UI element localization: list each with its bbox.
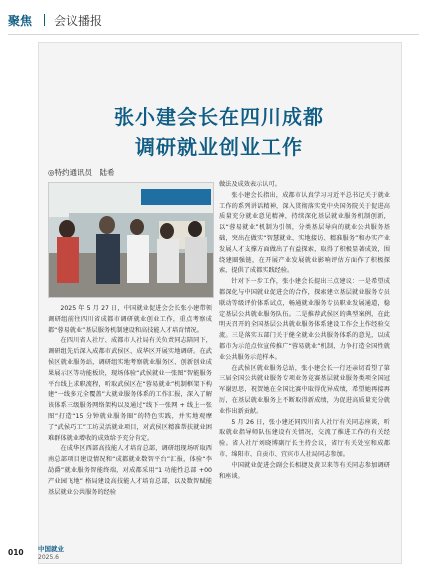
page-number: 010	[8, 548, 24, 557]
paragraph: 在四川省人社厅、成都市人社局有关负责同志陪同下，调研组先后深入成都市武侯区、成华区开展实地调研。在武侯区就业服务站，调研组实地考察就业服务区、创新创业成果展示区等功能板块，现场体验“武侯就业一张图”智能服务平台线上求职流程，听取武侯区在“蓉易就业”机制框架下构建“一线多元全覆盖”大就业服务体系的工作汇报，深入了解该体系三级服务网络架构以及通过“线下一张网 + 线上一张图”打造“15 分钟就业服务圈”的特色实践，并实地观摩了“武侯巧工”工坊灵活就业项目，对武侯区精准帮扶就业困难群体就业增收的成效给予充分肯定。	[48, 337, 212, 442]
issue-number: 2025.6	[38, 554, 59, 561]
reporter-byline: ◎特约通讯员 陆希	[48, 168, 115, 177]
section-name: 会议播报	[54, 14, 103, 28]
paragraph: 针对下一步工作，张小建会长提出三点建议：一是希望成都深化与中国就业促进会的合作，探索建立基层就业服务专员联动等级评价体系试点，畅通就业服务专员职业发展通道，稳定基层公共就业服务队伍。二是推荐武侯区的典型案例，在此明天召开的全国基层公共就业服务体系建设工作会上作经验交流。三是落实五部门关于健全就业公共服务体系的意见，以成都市为示范点位宣传推广“蓉易就业”机制，力争打造全国性就业公共服务示范样本。	[219, 278, 390, 361]
paragraph: 在武侯区就业服务总站，张小建会长一行还亲切看望了第三届全国公共就业服务专项业务竞赛基层就业服务类项全国冠军谢思思，祝贺她在全国比赛中取得优异成绩，希望她再接再厉，在基层就业服务上不断取得新成绩，为促进高质量充分就业作出新贡献。	[219, 364, 390, 415]
right-column	[219, 180, 390, 482]
photo-illustration	[49, 183, 213, 297]
paragraph: 张小建会长指出，成都市认真学习习近平总书记关于就业工作的系列讲话精神，深入贯彻落实党中央国务院关于促进高质量充分就业意见精神，持续深化基层就业服务机制创新，以“蓉易就业”机制为引领，分类基层导向的就业公共服务基础，突出在做实“智慧就业、实地接访、精准服务”和办实产业发展人才支撑方面做出了有益探索，取得了积极显著成效，围绕建圈强链，在开展产业发展就业影响评估方面作了积极探索，提供了成都实践经验。	[219, 191, 390, 275]
paragraph: 在成华区西部高技能人才培育总部，调研组现场听取西南总部项目建设情况和“成都就业数智平台”汇报，体验“李劼爵”就业服务智能终端，对成都采用“1 功能性总部 +00 产业园飞地” 格局建设高技能人才培育总部，以及数智赋能基层就业公共服务的经验	[48, 445, 212, 496]
column-brand: 聚焦	[8, 14, 33, 28]
paragraph: 做法及成效表示认可。	[219, 181, 281, 188]
left-column	[48, 304, 212, 498]
article-title	[38, 102, 400, 162]
title-line-1: 张小建会长在四川成都	[114, 105, 324, 129]
article-photo	[48, 182, 214, 298]
title-line-2: 调研就业创业工作	[135, 135, 303, 159]
paragraph: 中国就业促进会副会长相捷及黄卫来等有关同志参加调研和座谈。	[219, 461, 390, 480]
paragraph: 2025 年 5 月 27 日，中国就业促进会会长张小建带领调研组前往四川省成都市调研就业创业工作，重点考察成都“蓉易就业”基层服务机制建设和高技能人才培育情况。	[48, 305, 212, 334]
magazine-name: 中国就业	[38, 545, 64, 553]
paragraph: 5 月 26 日，张小建还同四川省人社厅有关同志座谈，听取就业指导师队伍建设有关情况，交流了推进工作的有关经验。省人社厅刘晓博副厅长主持会议，省厅有关处室和成都市、绵阳市、自贡市、宜宾市人社局同志参加。	[219, 418, 390, 458]
